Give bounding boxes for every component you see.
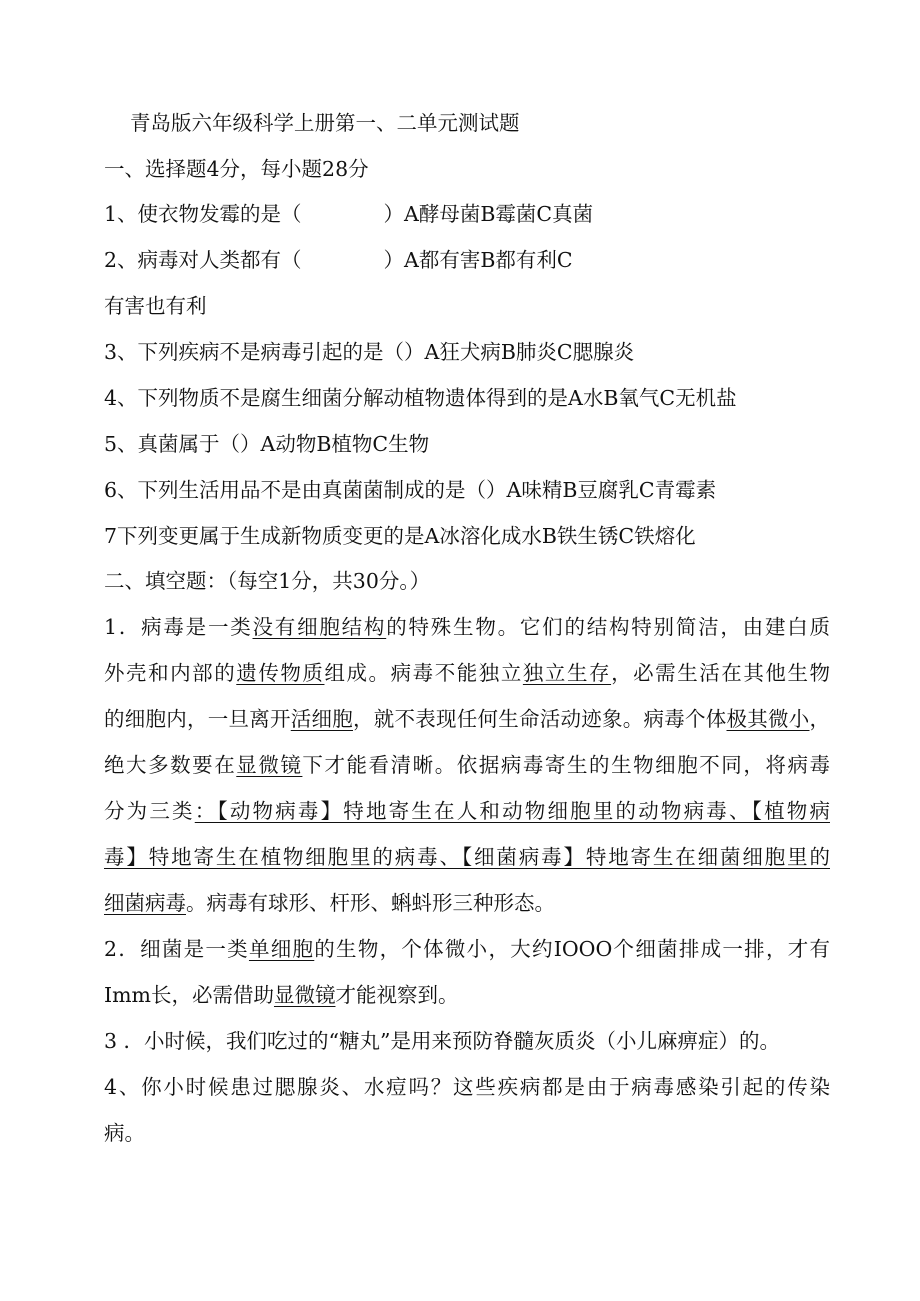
paragraph-1-line6 xyxy=(104,842,830,872)
text-span: 分为三类 xyxy=(104,799,195,823)
paragraph-1-line3 xyxy=(104,704,830,734)
question-2-line1: 2、病毒对人类都有（ ）A都有害B都有利C xyxy=(104,248,573,272)
answer-living-cell: 活细胞 xyxy=(290,707,353,731)
paragraph-3: 3 ．小时候，我们吃过的“糖丸”是用来预防脊髓灰质炎（小儿麻痹症）的。 xyxy=(104,1029,781,1053)
paragraph-1-line4 xyxy=(104,750,830,780)
section2-heading: 二、填空题：（每空1分，共30分。） xyxy=(104,569,431,593)
text-span: 的生物，个体微小，大约IOOO个细菌排成一排，才有 xyxy=(314,937,830,961)
paragraph-4-line1: 4、你小时候患过腮腺炎、水痘吗？这些疾病都是由于病毒感染引起的传染 xyxy=(104,1075,830,1099)
text-span: 的特殊生物。它们的结构特别简洁，由建白质 xyxy=(386,615,830,639)
paragraph-1-line5 xyxy=(104,796,830,826)
paragraph-2-line2 xyxy=(104,980,830,1010)
document-title: 青岛版六年级科学上册第一、二单元测试题 xyxy=(130,111,520,135)
paragraph-1-line2 xyxy=(104,658,830,688)
answer-microscope: 显微镜 xyxy=(236,753,303,777)
text-span: 外壳和内部的 xyxy=(104,661,237,685)
question-1: 1、使衣物发霉的是（ ）A酵母菌B霉菌C真菌 xyxy=(104,202,594,226)
paragraph-4-line2: 病。 xyxy=(104,1121,145,1145)
question-5: 5、真菌属于（）A动物B植物C生物 xyxy=(104,432,430,456)
text-span: ，必需生活在其他生物 xyxy=(611,661,830,685)
text-span: 的细胞内，一旦离开 xyxy=(104,707,291,731)
answer-microscope-2: 显微镜 xyxy=(273,983,336,1007)
text-span: ，就不表现任何生命活动迹象。病毒个体 xyxy=(353,707,727,731)
answer-virus-types-part2: 毒】特地寄生在植物细胞里的病毒、【细菌病毒】特地寄生在细菌细胞里的 xyxy=(104,845,830,869)
paragraph-1-line1 xyxy=(104,612,830,642)
text-span: 1．病毒是一类 xyxy=(104,615,253,639)
question-2-line2: 有害也有利 xyxy=(104,294,207,318)
answer-genetic-material: 遗传物质 xyxy=(236,661,325,685)
text-span: 绝大多数要在 xyxy=(104,753,237,777)
answer-no-cell-structure: 没有细胞结构 xyxy=(252,615,387,639)
answer-virus-types-part1: ：【动物病毒】特地寄生在人和动物细胞里的动物病毒、【植物病 xyxy=(194,799,830,823)
paragraph-2-line1 xyxy=(104,934,830,964)
text-span: 。病毒有球形、杆形、蝌蚪形三种形态。 xyxy=(186,891,555,915)
text-span: 2．细菌是一类 xyxy=(104,937,249,961)
answer-single-cell: 单细胞 xyxy=(248,937,315,961)
question-4: 4、下列物质不是腐生细菌分解动植物遗体得到的是A水B氧气C无机盐 xyxy=(104,386,737,410)
paragraph-1-line7 xyxy=(104,888,830,918)
question-6: 6、下列生活用品不是由真菌菌制成的是（）A味精B豆腐乳C青霉素 xyxy=(104,478,717,502)
answer-independent-survival: 独立生存 xyxy=(522,661,612,685)
answer-virus-types-part3: 细菌病毒 xyxy=(104,891,186,915)
answer-extremely-small: 极其微小 xyxy=(726,707,810,731)
question-7: 7下列变更属于生成新物质变更的是A冰溶化成水B铁生锈C铁熔化 xyxy=(104,524,696,548)
text-span: 组成。病毒不能独立 xyxy=(324,661,523,685)
text-span: Imm长，必需借助 xyxy=(104,983,274,1007)
question-3: 3、下列疾病不是病毒引起的是（）A狂犬病B肺炎C腮腺炎 xyxy=(104,340,635,364)
text-span: 下才能看清晰。依据病毒寄生的生物细胞不同，将病毒 xyxy=(302,753,830,777)
section1-heading: 一、选择题4分，每小题28分 xyxy=(104,157,369,181)
text-span: ， xyxy=(809,707,830,731)
text-span: 才能视察到。 xyxy=(335,983,459,1007)
